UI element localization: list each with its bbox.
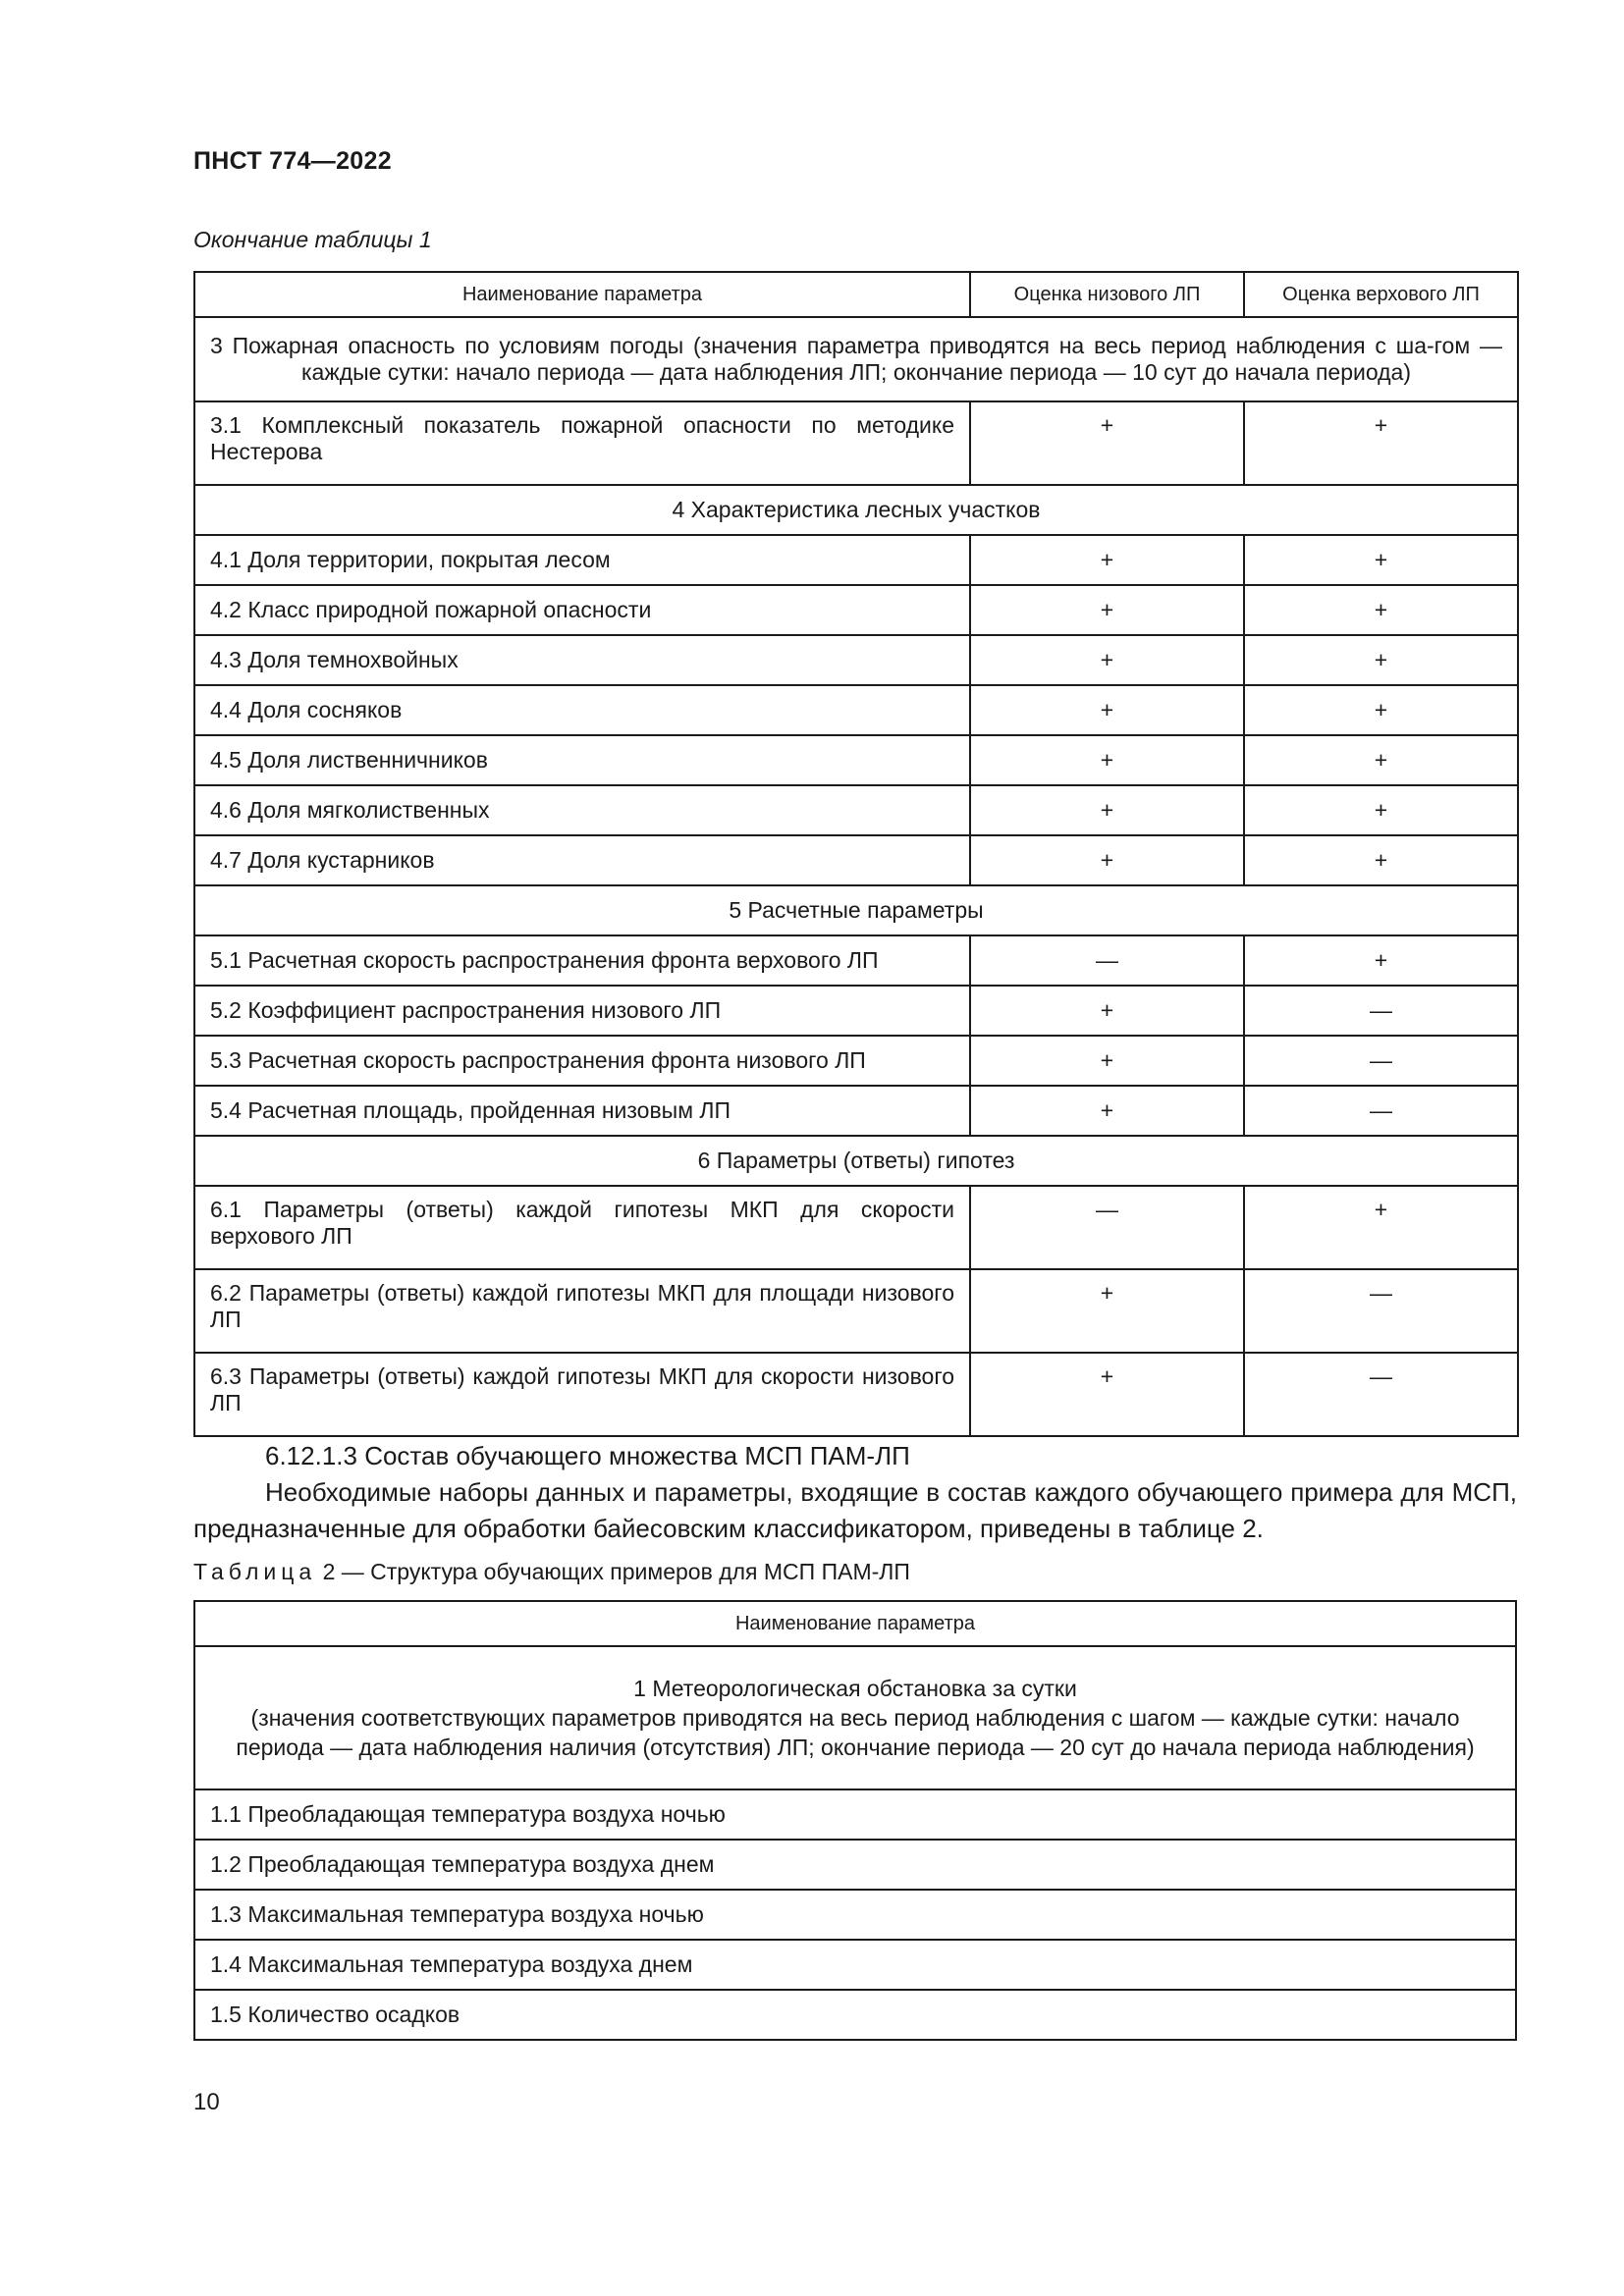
- table2-header-row: [194, 1601, 1516, 1646]
- low-fire-mark: +: [970, 835, 1244, 885]
- table-row: [194, 685, 1518, 735]
- param-name: 4.4 Доля сосняков: [194, 685, 970, 735]
- crown-fire-mark: —: [1244, 986, 1518, 1036]
- param-name: 6.1 Параметры (ответы) каждой гипотезы МКП для скорости верхового ЛП: [194, 1186, 970, 1269]
- crown-fire-mark: +: [1244, 1186, 1518, 1269]
- col-low-fire: Оценка низового ЛП: [970, 272, 1244, 317]
- param-name: 5.3 Расчетная скорость распространения фронта низового ЛП: [194, 1036, 970, 1086]
- param-name: 1.4 Максимальная температура воздуха днем: [194, 1940, 1516, 1990]
- table2-caption-text: 2 — Структура обучающих примеров для МСП ПАМ-ЛП: [322, 1559, 910, 1584]
- crown-fire-mark: —: [1244, 1353, 1518, 1436]
- section-row: [194, 1646, 1516, 1789]
- low-fire-mark: +: [970, 986, 1244, 1036]
- param-name: 3.1 Комплексный показатель пожарной опасности по методике Нестерова: [194, 401, 970, 485]
- param-name: 5.1 Расчетная скорость распространения фронта верхового ЛП: [194, 935, 970, 986]
- col-param-name: Наименование параметра: [194, 1601, 1516, 1646]
- low-fire-mark: +: [970, 1036, 1244, 1086]
- param-name: 1.5 Количество осадков: [194, 1990, 1516, 2040]
- low-fire-mark: +: [970, 401, 1244, 485]
- param-name: 5.2 Коэффициент распространения низового ЛП: [194, 986, 970, 1036]
- table2-caption-label: Таблица: [193, 1559, 317, 1584]
- table-row: [194, 1840, 1516, 1890]
- param-name: 5.4 Расчетная площадь, пройденная низовым ЛП: [194, 1086, 970, 1136]
- table-row: [194, 635, 1518, 685]
- table-row: [194, 1186, 1518, 1269]
- low-fire-mark: +: [970, 785, 1244, 835]
- param-name: 4.6 Доля мягколиственных: [194, 785, 970, 835]
- param-name: 1.3 Максимальная температура воздуха ночью: [194, 1890, 1516, 1940]
- table-row: [194, 535, 1518, 585]
- table-row: [194, 1086, 1518, 1136]
- param-name: 1.1 Преобладающая температура воздуха ночью: [194, 1789, 1516, 1840]
- table-row: [194, 835, 1518, 885]
- section-4-title: 4 Характеристика лесных участков: [194, 485, 1518, 535]
- table-row: [194, 1353, 1518, 1436]
- crown-fire-mark: +: [1244, 535, 1518, 585]
- low-fire-mark: +: [970, 1353, 1244, 1436]
- low-fire-mark: +: [970, 585, 1244, 635]
- body-paragraph: Необходимые наборы данных и параметры, входящие в состав каждого обучающего примера для МСП, предназначенные для обработки байесовским классификатором, приведены в таблице 2.: [193, 1477, 1517, 1543]
- table-row: [194, 1789, 1516, 1840]
- table-row: [194, 735, 1518, 785]
- table2-caption: [193, 1559, 910, 1585]
- section-1: [194, 1646, 1516, 1789]
- section-row: [194, 1136, 1518, 1186]
- crown-fire-mark: +: [1244, 735, 1518, 785]
- crown-fire-mark: +: [1244, 935, 1518, 986]
- param-name: 6.2 Параметры (ответы) каждой гипотезы МКП для площади низового ЛП: [194, 1269, 970, 1353]
- param-name: 4.2 Класс природной пожарной опасности: [194, 585, 970, 635]
- crown-fire-mark: +: [1244, 635, 1518, 685]
- crown-fire-mark: +: [1244, 785, 1518, 835]
- low-fire-mark: +: [970, 735, 1244, 785]
- low-fire-mark: +: [970, 685, 1244, 735]
- param-name: 1.2 Преобладающая температура воздуха днем: [194, 1840, 1516, 1890]
- section-6-title: 6 Параметры (ответы) гипотез: [194, 1136, 1518, 1186]
- table-row: [194, 1890, 1516, 1940]
- crown-fire-mark: +: [1244, 585, 1518, 635]
- low-fire-mark: —: [970, 1186, 1244, 1269]
- table-row: [194, 785, 1518, 835]
- table2: [193, 1600, 1517, 2041]
- document-code: ПНСТ 774—2022: [193, 147, 392, 175]
- crown-fire-mark: —: [1244, 1269, 1518, 1353]
- page-number: 10: [193, 2089, 220, 2115]
- low-fire-mark: +: [970, 1086, 1244, 1136]
- param-name: 4.5 Доля лиственничников: [194, 735, 970, 785]
- table-row: [194, 1269, 1518, 1353]
- table-row: [194, 986, 1518, 1036]
- table-row: [194, 401, 1518, 485]
- table-row: [194, 1036, 1518, 1086]
- section-row: [194, 485, 1518, 535]
- crown-fire-mark: +: [1244, 835, 1518, 885]
- section-1-detail: (значения соответствующих параметров приводятся на весь период наблюдения с шагом — каждые сутки: начало периода — дата наблюдения наличия (отсутствия) ЛП; окончание периода — 20 сут до начала периода наблюдения): [236, 1705, 1475, 1760]
- table1: [193, 271, 1519, 1437]
- table-row: [194, 1990, 1516, 2040]
- low-fire-mark: —: [970, 935, 1244, 986]
- section-3-title: 3 Пожарная опасность по условиям погоды (значения параметра приводятся на весь период наблюдения с ша-гом — каждые сутки: начало периода — дата наблюдения ЛП; окончание периода — 10 сут до начала периода): [194, 317, 1518, 401]
- crown-fire-mark: +: [1244, 685, 1518, 735]
- table1-header-row: [194, 272, 1518, 317]
- section-row: [194, 317, 1518, 401]
- param-name: 4.7 Доля кустарников: [194, 835, 970, 885]
- crown-fire-mark: —: [1244, 1036, 1518, 1086]
- low-fire-mark: +: [970, 1269, 1244, 1353]
- table-row: [194, 585, 1518, 635]
- table1-caption: Окончание таблицы 1: [193, 227, 432, 252]
- section-row: [194, 885, 1518, 935]
- section-1-title: 1 Метеорологическая обстановка за сутки: [633, 1676, 1077, 1701]
- param-name: 4.1 Доля территории, покрытая лесом: [194, 535, 970, 585]
- table-row: [194, 1940, 1516, 1990]
- col-crown-fire: Оценка верхового ЛП: [1244, 272, 1518, 317]
- section-heading: 6.12.1.3 Состав обучающего множества МСП ПАМ-ЛП: [265, 1441, 910, 1470]
- crown-fire-mark: +: [1244, 401, 1518, 485]
- param-name: 4.3 Доля темнохвойных: [194, 635, 970, 685]
- low-fire-mark: +: [970, 635, 1244, 685]
- param-name: 6.3 Параметры (ответы) каждой гипотезы МКП для скорости низового ЛП: [194, 1353, 970, 1436]
- table-row: [194, 935, 1518, 986]
- crown-fire-mark: —: [1244, 1086, 1518, 1136]
- col-param-name: Наименование параметра: [194, 272, 970, 317]
- section-5-title: 5 Расчетные параметры: [194, 885, 1518, 935]
- low-fire-mark: +: [970, 535, 1244, 585]
